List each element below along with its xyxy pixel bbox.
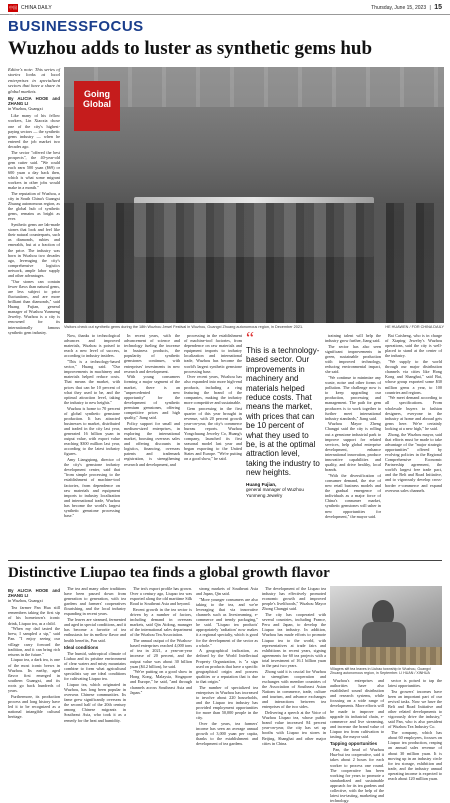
paragraph: Liupao tea, a dark tea, is one of the most iconic brews in Wuzhou. Its earthy, aged flavor first emerged in southern Guangxi, and its roots go back hundreds of years.: [8, 657, 60, 693]
article1-col3: [124, 333, 180, 467]
paragraph: The annual output of the Wuzhou-based enterprises reached 4,000 tons of tea in 2021, a year-on-year increase of 20 percent, and the output value was about 30 billion yuan ($4.2 billion), he said.: [130, 638, 192, 669]
tea-photo-caption: [330, 667, 442, 676]
paragraph: The development of the Liupao tea industry has effectively promoted economic growth and improved people's livelihoods," Wuzhou Mayor Zhong Changpi said.: [262, 586, 326, 612]
paragraph: "More younger consumers are also taking to the tea, and we're leveraging that via innovative channels such as livestreaming, e-commerce and trendy packaging," he said. "Liupao tea products' appropriately 'radiation' now makes it a regional specialty, which is good for the development of the sector as a whole.": [196, 596, 258, 648]
photo-caption: [64, 325, 444, 329]
paragraph: The humid, subtropical climate of Liubao and its pristine environment of clear waters and misty mountains combine to form what agricultural specialists say are ideal conditions for cultivating Liupao tea.: [64, 650, 126, 682]
paragraph: The leaves are steamed, fermented and aged in special conditions, and it has become a favorite of tea enthusiasts for its mellow flavor and health benefits, Pan said.: [64, 617, 126, 643]
paragraph: Wuzhou Mayor Zheng Changpi said the city is rolling out a gemstone industrial park to improve support for related services, help global enterprise development, enhance international innovation, produce innovative capabilities and quality, and drive healthy, local brands.: [325, 421, 381, 473]
dateline: in Wuzhou, Guangxi: [8, 106, 43, 112]
quote-mark-icon: “: [246, 328, 254, 348]
paragraph: "We meet demand according to all specifications. From wholesale buyers to fashion designers, everyone in the industry at home and abroad gets gems here. We're certainly looking at a new high," he said.: [385, 395, 442, 431]
article1-col7: [385, 333, 442, 493]
paragraph: Like many of his fellow workers, Lin Xiaoxia chose one of the city's highest-paying sectors — the synthetic gems industry — when he entered the job market two decades ago.: [8, 113, 60, 149]
paragraph: Zhong said it is crucial for Wuzhou to strengthen cooperation and exchanges with member countries of the Association of Southeast Asian Nations in commerce, trade, culture and tourism, and advance exchanges and interactions between tea enterprises of the two sides.: [262, 668, 326, 710]
paragraph: Zhong, the Wuzhou mayor, said that efforts must be made to take advantage of the "major strategic opportunities" offered by evolving policies in the Regional Comprehensive Economic Partnership agreement, the world's largest free trade pact, and the Belt and Road Initiative, and to vigorously develop cross-border e-commerce and expand overseas sales channels.: [385, 431, 442, 493]
pull-quote: [246, 330, 321, 498]
paragraph: With young consumers forming a major segment of the market, there is an "unprecedented new opportunity" for the development of synthetic premium gemstones, offering competitive prices and high quality," Jiang said.: [124, 374, 180, 421]
article2-col1: [8, 586, 60, 720]
photo-credit: HE HUAWEN / FOR CHINA DAILY: [385, 325, 444, 329]
caption-text: Visitors check out synthetic gems during the 18th Wuzhou Jewel Festival in Wuzhou, Guangxi Zhuang autonomous region, in December 2021.: [64, 325, 304, 329]
paragraph: Synthetic gems are lab-made stones that look and feel like their natural counterparts, such as diamonds, rubies and emeralds, but at a fraction of the price. The industry was born in Wuzhou two decades ago, leveraging the city's comprehensive logistics network, ample labor supply and other advantages.: [8, 222, 60, 278]
article2-col6: [330, 678, 384, 803]
paragraph: The city has cooperated with several countries, including France, Peru and Japan, to develop the Liupao tea industry. In addition, Wuzhou has made efforts to promote Liupao tea to the world, with representatives at trade fairs and exhibitions in recent years, signing agreements for 60 tea projects with a total investment of 16.1 billion yuan in the past two years.: [262, 612, 326, 668]
subhead: Ideal conditions: [64, 644, 99, 650]
tea-baskets: [330, 647, 442, 665]
paragraph: Over the years, tea farmers' income has seen an average annual growth of 3,000 yuan per capita, thanks to the establishment and development of tea gardens.: [196, 720, 258, 747]
pull-quote-text: This is a technology-based sector. Our improvements in machinery and materials helped reduce costs. That means the market, with prices that can be 10 percent of what they used to be, is at the optimal attraction level, taking the industry to new heights.: [246, 346, 320, 478]
paragraph: Bai Caisheng, who is in charge of Xiaping Jewelry's Wuzhou operations, said the city is well-placed to stand at the center of the industry.: [385, 333, 442, 359]
page-date: Thursday, June 15, 2023 | 15: [371, 4, 442, 11]
paragraph: "We continue to minimize any waste, noise and other forms of pollution. The challenge now is to keep upgrading our production, processing and management. The path for gem producers is to work together to further meet international industry standards," Jiang said.: [325, 374, 381, 421]
section-divider: [8, 560, 442, 561]
article2-col3: [130, 586, 192, 695]
tea-photo: [330, 586, 442, 665]
paragraph: The sector "offered the best prospects", the 40-year-old gem cutter said. "We could each earn 500 yuan ($69) or 600 yuan a day back then, which is what some migrant workers in other jobs would make in a month.": [8, 149, 60, 191]
dateline: in Wuzhou, Guangxi: [8, 598, 43, 604]
paragraph: "When my dad tasted the brew, I sampled a sip," said Pan. "I enjoy seeing our village carry forward the tradition, and it can bring rich returns in the future.": [8, 626, 60, 657]
paragraph: Recent growth in the tea sector is driven by a number of factors, including demand in overseas markets, said Qin Aidong, manager of the international sales department of the Wuzhou Tea Association.: [130, 606, 192, 638]
paragraph: Pan, the head of Wuzhou Hua-hui tea cooperative, said it takes about 2 hours for each worker to process one round. The cooperative has been working for years to promote a standardized and sustainable approach for its tea gardens and collective, with the help of the latest tea-tasting, marketing and technology.: [330, 747, 384, 803]
paragraph: The company, which has about 60 employees, focuses on Liupao tea production, reaping an annual sales revenue of about 30 million yuan. It is moving up in an industry circle for tea storage, exhibition and trade, and the industry annual operating income is expected to reach about 120 million yuan.: [388, 730, 442, 781]
going-global-banner: Going Global: [74, 81, 120, 131]
article-headline: Wuzhou adds to luster as synthetic gems hub: [8, 38, 373, 59]
page-header: [0, 0, 450, 18]
byline: By ALICIA HOOE and ZHANG LI: [8, 96, 60, 107]
paragraph: Now, thanks to technological advances and improved materials, Wuzhou is poised to reach a new level of success, according to industry insiders.: [64, 333, 120, 359]
article1-col6: [325, 333, 381, 519]
article2-col5: [262, 586, 326, 746]
paragraph: Wuzhou is home to 70 percent of global synthetic gemstone production. It has attracted businesses to market, distributed and traded in the city last year, generated 16 billion yuan in output value, with export value reaching $300 million last year, according to the latest industry figures.: [64, 405, 120, 457]
paragraph: Policy support for small and medium-sized enterprises, in exploring the international market, boosting overseas sales and offering discounts in logistics, financing, overseas patents and trademark registration, is strengthening research and development, and: [124, 420, 180, 467]
ceiling-lights: [64, 67, 444, 107]
page-number: 15: [434, 4, 442, 11]
gems-photo: [64, 67, 444, 323]
article2-headline: Distinctive Liupao tea finds a global growth flavor: [8, 565, 330, 581]
paragraph: Tea farmer Pan Hua still remembers taking the first sip of his hometown's iconic drink, Liupao tea, as a child.: [8, 605, 60, 626]
paragraph: Liupao tea, which originated in Wuzhou, has long been popular in overseas Chinese communities. Its fame grew significantly overseas in the second half of the 20th century among Chinese migrants in Southeast Asia, who took it as a remedy for the heat and humidity.: [64, 681, 126, 723]
visitors-crowd: [64, 203, 444, 323]
article1-col2: [64, 333, 120, 519]
paragraph: The sector has also seen significant improvements in green, sustainable production with improved technology, reducing environmental impact, she said.: [325, 343, 381, 375]
paragraph: Over recent years, Wuzhou has also expanded into more high-end products, including a ring featuring the brand of the companies, making the industry more competitive and sustainable.: [184, 374, 242, 405]
pull-quote-name: Huang Fujian,: [246, 481, 277, 487]
byline: By ALICIA HOOE and ZHANG LI: [8, 588, 60, 599]
article1-col4: [184, 333, 242, 462]
paragraph: A geographical indication, as defined by the World Intellectual Property Organization, is "a sign used on products that have a specific geographical origin and possess qualities or a reputation that is due to that origin.": [196, 648, 258, 684]
paragraph: "This is a technology-based sector," Huang said. "Our improvements in machinery and materials helped reduce costs. That means the market, with prices that can be 10 percent of what they used to be, and the optimal attraction level, taking the industry to new heights.": [64, 359, 120, 405]
china-daily-logo: 中国日报: [9, 5, 17, 18]
pull-quote-title: general manager of Wuzhou Yunmeng Jewelry: [246, 487, 304, 498]
paragraph: "Our stones can contain fewer flaws than natural gems, are less subject to price fluctuations, and are more brilliant than diamonds," said Huang Fujian, general manager of Wuzhou Yunmeng Jewelry. Wuzhou is a city is renowned for its internationally famous synthetic gem industry.: [8, 278, 60, 335]
caption-text: Villagers sift tea leaves in Liubao township in Wuzhou, Guangxi Zhuang autonomous region, in September.: [330, 667, 431, 676]
paragraph: Delivering a speech at the Voice of Wuzhou Liupao tea, whose public brand value increased 84 percent year-on-year, the city has set up booths with Liupao tea stores in Beijing, Shanghai and other major cities in China.: [262, 710, 326, 746]
editors-note: Editor's note: This series of stories looks at local enterprises in specialized sectors that have a share in global markets.: [8, 67, 60, 94]
paragraph: sector is poised to tap the latest opportunities.: [388, 678, 442, 689]
publication-name: CHINA DAILY: [21, 5, 52, 11]
photo-credit: LI HUAN / XINHUA: [399, 671, 430, 676]
subhead: Tapping opportunities: [330, 741, 378, 747]
masthead: [8, 4, 52, 18]
paragraph: The number of specialized tea enterprises in Wuzhou has increased to involve about 220 households, and the Liupao tea industry has provided employment opportunities for more than 50,000 people in the city.: [196, 684, 258, 721]
paragraph: The tea's export profile has grown. Over a century ago, Liupao tea was exported along the old maritime Silk Road to Southeast Asia and beyond.: [130, 586, 192, 607]
paragraph: Gem processing in the first quarter of this year brought in revenue, with 20 percent growth year-on-year, the city's commerce bureau reports. Wuzhou Yongchuang Jewelry Co, Huang's company, launched its first seasonal model last year and began exporting to the United States and Europe. "We're putting on a good show," he said.: [184, 405, 242, 462]
paragraph: "We supply to the world through our major distribution channels via cities like Hong Kong and Shanghai," said Bai, whose group exported some $30 million gems a year, to 100 countries and regions.: [385, 359, 442, 395]
paragraph: Wuzhou's enterprises and authorities have also established sound distribution and research systems, while focusing on a wide range of developments. More efforts will be made to improve and upgrade its industrial chain, e-commerce and live streaming, and increase the brand value of Liupao tea from cultivation to tasting, the mayor said.: [330, 678, 384, 740]
paragraph: training talent will help the industry grow further, Jiang said.: [325, 333, 381, 344]
article2-col2: [64, 586, 126, 723]
paragraph: strong markets of Southeast Asia and Japan, Qin said.: [196, 586, 258, 597]
paragraph: The reputation of Wuzhou, a city in South China's Guangxi Zhuang autonomous region, as the global hub of synthetic gems, remains as bright as ever.: [8, 190, 60, 222]
article2-col4: [196, 586, 258, 747]
paragraph: processing in the establishment of machine-tool factories, from dependence on raw materials and equipment imports to industry localization and international trade, Wuzhou has become the world's largest synthetic gemstone processing base.: [184, 333, 242, 374]
paragraph: In recent years, with the advancement of science and technology fueling the increase in business products, the popularity of synthetic gemstones continues, with enterprises' investments in new research and development.: [124, 333, 180, 374]
article1-col1: [8, 67, 60, 335]
paragraph: The tea and many other traditions have been passed down from generation to generation, with tea gardens and farmers' cooperatives flourishing, and the local industry expanding in recent years.: [64, 586, 126, 617]
paragraph: Amy Liangqiong, director of the city's gemstone industry development center, said that "from simple processing to the establishment of machine-tool factories, from dependence on raw materials and equipment imports to industry localization and international trade, Wuzhou has become the world's largest synthetic gemstone processing base.": [64, 457, 120, 519]
section-title: BUSINESSFOCUS: [8, 18, 144, 35]
date-text: Thursday, June 15, 2023: [371, 5, 427, 11]
article2-col7: [388, 678, 442, 781]
paragraph: "We're putting on a good show in Hong Kong, Malaysia, Singapore and Europe," he said, "and through channels across Southeast Asia and Japan.": [130, 669, 192, 695]
paragraph: "With the diversification of consumer demand, the rise of new retail business models and the gradual emergence of individuals as a major force of China's consumer market, synthetic gemstones will usher in new opportunities for development," the mayor said.: [325, 472, 381, 519]
paragraph: Furthermore, its production process and long history have led it to be recognized as a national intangible cultural heritage.: [8, 693, 60, 720]
paragraph: Tea growers' incomes have been an important part of our revival tasks. Now we have the Belt and Road Initiative and other related developments to vigorously drive the industry," said Pan, who is also president of Wuzhou Tea Industry Co.: [388, 688, 442, 730]
